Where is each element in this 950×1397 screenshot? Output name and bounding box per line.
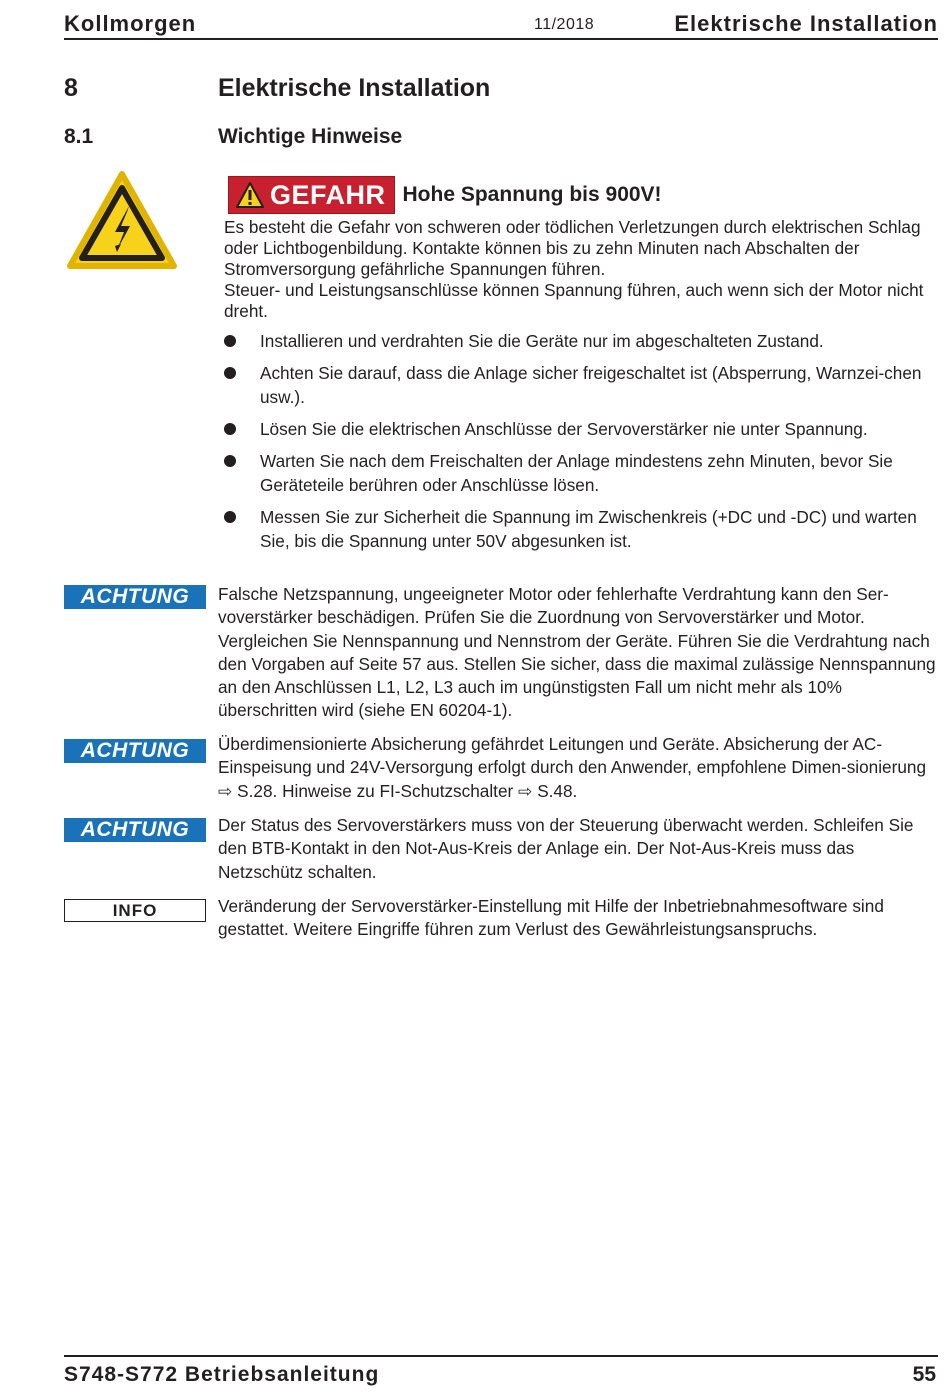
list-item: Messen Sie zur Sicherheit die Spannung im Zwischenkreis (+DC und -DC) und warten Sie, bis die Spannung unter 50V abgesunken ist. [224,505,936,553]
danger-description [224,217,936,322]
chapter-number: 8 [64,74,78,102]
achtung-badge: ACHTUNG [64,739,206,763]
list-item: Lösen Sie die elektrischen Anschlüsse der Servoverstärker nie unter Spannung. [224,417,936,441]
danger-heading [228,177,662,213]
page-footer [64,1355,938,1389]
bullet-icon [224,511,236,523]
danger-badge-label: GEFAHR [270,179,386,210]
high-voltage-warning-icon [66,170,178,272]
bullet-icon [224,335,236,347]
header-date: 11/2018 [534,16,595,33]
page-number: 55 [912,1363,936,1386]
footer-document-title: S748-S772 Betriebsanleitung [64,1363,380,1386]
list-item: Achten Sie darauf, dass die Anlage sicher freigeschaltet ist (Absperrung, Warnzei-chen usw.). [224,361,936,409]
achtung-badge: ACHTUNG [64,585,206,609]
danger-paragraph: Es besteht die Gefahr von schweren oder tödlichen Verletzungen durch elektrischen Schlag oder Lichtbogenbildung. Kontakte können bis zu zehn Minuten nach Abschalten der Stromversorgung gefährliche Spannungen führen. [224,217,921,279]
chapter-title: Elektrische Installation [218,74,491,102]
header-brand: Kollmorgen [64,11,197,36]
notice-text: Falsche Netzspannung, ungeeigneter Motor oder fehlerhafte Verdrahtung kann den Ser-voverstärker beschädigen. Prüfen Sie die Zuordnung von Servoverstärker und Motor. Vergleichen Sie Nennspannung und Nennstrom der Geräte. Führen Sie die Verdrahtung nach den Vorgaben auf Seite 57 aus. Stellen Sie sicher, dass die maximal zulässige Nennspannung an den Anschlüssen L1, L2, L3 auch im ungünstigsten Fall um nicht mehr als 10% überschritten wird (siehe EN 60204-1). [218,584,936,721]
notice-text: Der Status des Servoverstärkers muss von der Steuerung überwacht werden. Schleifen Sie den BTB-Kontakt in den Not-Aus-Kreis der Anlage ein. Der Not-Aus-Kreis muss das Netzschütz schalten. [218,815,914,882]
list-item: Installieren und verdrahten Sie die Geräte nur im abgeschalteten Zustand. [224,329,936,353]
danger-bullet-list [224,329,936,561]
danger-paragraph: Steuer- und Leistungsanschlüsse können Spannung führen, auch wenn sich der Motor nicht dreht. [224,280,924,321]
info-badge: INFO [64,899,206,922]
list-item: Warten Sie nach dem Freischalten der Anlage mindestens zehn Minuten, bevor Sie Geräteteile berühren oder Anschlüsse lösen. [224,449,936,497]
notice-text: Überdimensionierte Absicherung gefährdet Leitungen und Geräte. Absicherung der AC-Einspeisung und 24V-Versorgung erfolgt durch den Anwender, empfohlene Dimen-sionierung ⇨ S.28. Hinweise zu FI-Schutzschalter ⇨ S.48. [218,734,927,801]
header-section-title: Elektrische Installation [674,11,938,36]
subchapter-number: 8.1 [64,125,94,148]
notice-text: Veränderung der Servoverstärker-Einstellung mit Hilfe der Inbetriebnahmesoftware sind gestattet. Weitere Eingriffe führen zum Verlust des Gewährleistungsanspruchs. [218,896,884,940]
achtung-badge: ACHTUNG [64,818,206,842]
page-header [64,10,938,40]
warning-triangle-icon [235,181,265,209]
danger-badge [228,176,395,214]
bullet-icon [224,367,236,379]
bullet-icon [224,423,236,435]
subchapter-title: Wichtige Hinweise [218,125,403,148]
danger-title: Hohe Spannung bis 900V! [402,183,662,206]
bullet-icon [224,455,236,467]
